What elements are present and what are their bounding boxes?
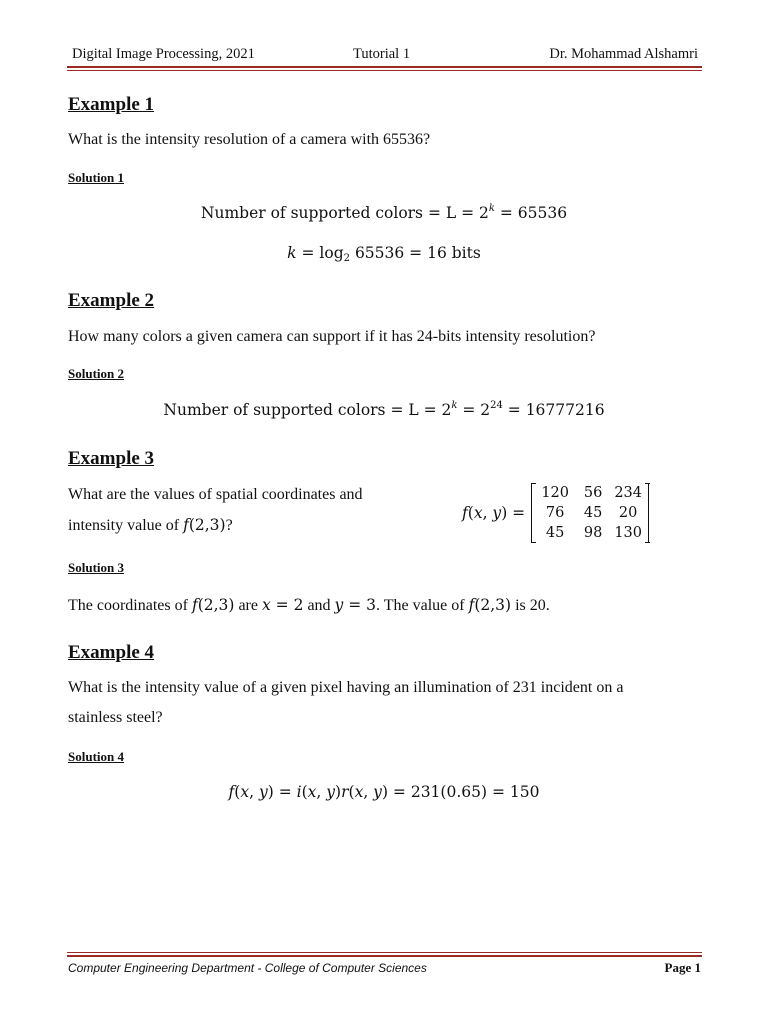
example-3-matrix-expression: f(x, y) = 120 56 234 76 45 20 45 98 130 [462,482,649,544]
matrix-cell: 56 [583,485,603,501]
footer-department: Computer Engineering Department - College of Computer Sciences [68,961,427,975]
example-3-question-text: intensity value of [68,517,184,534]
solution-3-text: The coordinates of f(2,3) are x = 2 and y = 3. The value of f(2,3) is 20. [68,596,550,614]
intensity-matrix [531,483,649,543]
matrix-cell: 20 [618,505,638,521]
matrix-cell: 234 [614,485,642,501]
header-rule-thin [67,70,702,71]
matrix-cell: 76 [545,505,565,521]
solution-1-label: Solution 1 [68,170,124,185]
solution-3-label: Solution 3 [68,560,124,575]
example-3-question-line-1: What are the values of spatial coordinates and [68,486,363,503]
header-tutorial: Tutorial 1 [353,46,411,62]
solution-2-label: Solution 2 [68,366,124,381]
example-4-question-line-1: What is the intensity value of a given pixel having an illumination of 231 incident on a [68,679,624,696]
page-number: Page 1 [664,960,701,975]
header-rule [67,66,702,68]
example-1-question: What is the intensity resolution of a camera with 65536? [68,131,431,148]
example-2-question: How many colors a given camera can support if it has 24-bits intensity resolution? [68,328,596,345]
matrix-cell: 130 [614,525,642,541]
solution-2-equation: Number of supported colors = $L = 2^k = 2^{24} = 16777216$ [163,400,605,419]
solution-1-equation-1: Number of supported colors = $L = 2^k = 65536$ [200,203,568,222]
example-3-question-line-2: intensity value of f(2,3)? [68,516,233,534]
example-4-heading: Example 4 [68,642,155,663]
example-3-heading: Example 3 [68,448,155,469]
example-1-heading: Example 1 [68,94,155,115]
solution-4-equation: f(x, y) = i(x, y)r(x, y) = 231(0.65) = 150 [228,783,540,801]
footer-rule-thin [67,952,702,953]
header-author: Dr. Mohammad Alshamri [549,46,698,62]
matrix-cell: 45 [545,525,565,541]
solution-4-label: Solution 4 [68,749,124,764]
footer-rule [67,955,702,957]
solution-1-equation-2: $k = \log_2 65536 = 16$ bits [287,244,481,264]
matrix-cell: 120 [541,485,569,501]
example-2-heading: Example 2 [68,290,155,311]
matrix-cell: 45 [583,505,603,521]
header-course: Digital Image Processing, 2021 [72,46,255,62]
matrix-cell: 98 [583,525,603,541]
example-4-question-line-2: stainless steel? [68,709,163,726]
